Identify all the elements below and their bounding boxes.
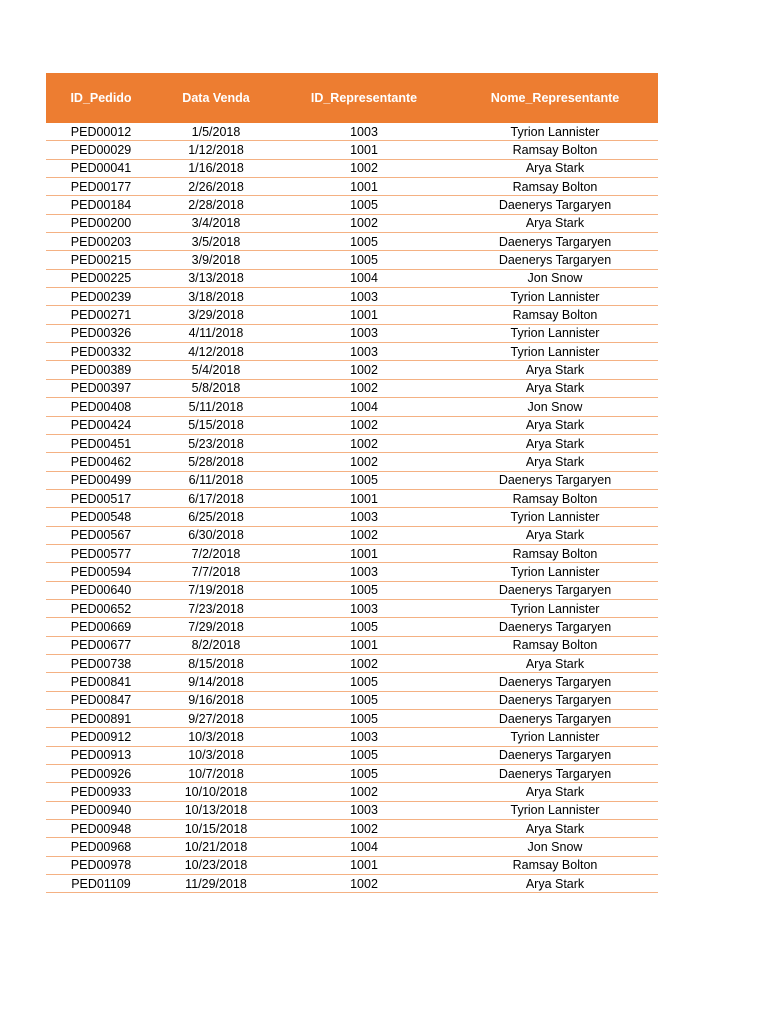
cell-id-pedido: PED00652 xyxy=(70,601,132,616)
table-row xyxy=(46,361,658,379)
cell-id-pedido: PED00841 xyxy=(70,674,132,689)
cell-data-venda: 1/5/2018 xyxy=(191,124,241,139)
cell-nome-representante: Daenerys Targaryen xyxy=(498,766,612,781)
cell-data-venda: 3/18/2018 xyxy=(188,289,244,304)
cell-id-pedido: PED00389 xyxy=(70,363,132,378)
cell-data-venda: 1/12/2018 xyxy=(188,143,244,158)
cell-id-pedido: PED00577 xyxy=(70,546,132,561)
cell-id-pedido: PED00041 xyxy=(70,161,132,176)
cell-data-venda: 10/3/2018 xyxy=(188,748,244,763)
table-row xyxy=(46,178,658,196)
table-row xyxy=(46,765,658,783)
table-row xyxy=(46,435,658,453)
table-row xyxy=(46,582,658,600)
cell-nome-representante: Tyrion Lannister xyxy=(510,289,600,304)
table-row xyxy=(46,251,658,269)
cell-nome-representante: Tyrion Lannister xyxy=(510,601,600,616)
cell-id-representante: 1005 xyxy=(350,583,378,598)
cell-nome-representante: Daenerys Targaryen xyxy=(498,583,612,598)
cell-data-venda: 9/14/2018 xyxy=(188,674,244,689)
cell-data-venda: 4/11/2018 xyxy=(188,326,244,341)
table-row xyxy=(46,563,658,581)
table-row xyxy=(46,692,658,710)
cell-id-pedido: PED00451 xyxy=(70,436,132,451)
cell-id-pedido: PED00424 xyxy=(70,418,132,433)
cell-data-venda: 1/16/2018 xyxy=(188,161,244,176)
cell-id-pedido: PED00408 xyxy=(70,399,132,414)
cell-nome-representante: Arya Stark xyxy=(525,418,585,433)
table-row xyxy=(46,215,658,233)
cell-nome-representante: Ramsay Bolton xyxy=(512,546,598,561)
cell-data-venda: 5/4/2018 xyxy=(191,363,241,378)
table-row xyxy=(46,637,658,655)
cell-id-representante: 1002 xyxy=(350,528,378,543)
cell-nome-representante: Arya Stark xyxy=(525,528,585,543)
cell-id-representante: 1005 xyxy=(350,674,378,689)
cell-data-venda: 10/7/2018 xyxy=(188,766,244,781)
cell-id-representante: 1002 xyxy=(350,216,378,231)
cell-nome-representante: Daenerys Targaryen xyxy=(498,674,612,689)
cell-id-pedido: PED00948 xyxy=(70,821,132,836)
cell-id-pedido: PED00847 xyxy=(70,693,132,708)
cell-id-representante: 1002 xyxy=(350,436,378,451)
cell-data-venda: 4/12/2018 xyxy=(188,344,244,359)
cell-data-venda: 10/10/2018 xyxy=(184,785,248,800)
cell-id-representante: 1003 xyxy=(350,289,378,304)
cell-id-pedido: PED01109 xyxy=(71,876,131,891)
cell-data-venda: 10/15/2018 xyxy=(184,821,248,836)
cell-id-representante: 1005 xyxy=(350,473,378,488)
cell-nome-representante: Arya Stark xyxy=(525,436,585,451)
cell-data-venda: 3/13/2018 xyxy=(188,271,244,286)
table-row xyxy=(46,857,658,875)
cell-nome-representante: Tyrion Lannister xyxy=(510,564,600,579)
cell-id-representante: 1002 xyxy=(350,821,378,836)
cell-data-venda: 2/26/2018 xyxy=(188,179,244,194)
cell-id-representante: 1002 xyxy=(350,656,378,671)
cell-id-pedido: PED00271 xyxy=(70,308,132,323)
column-header-nome-representante: Nome_Representante xyxy=(490,91,620,105)
table-row xyxy=(46,270,658,288)
cell-id-pedido: PED00184 xyxy=(70,198,132,213)
cell-id-pedido: PED00332 xyxy=(70,344,132,359)
cell-id-pedido: PED00499 xyxy=(70,473,132,488)
cell-id-pedido: PED00933 xyxy=(70,785,132,800)
cell-nome-representante: Tyrion Lannister xyxy=(510,730,600,745)
cell-data-venda: 7/23/2018 xyxy=(188,601,244,616)
cell-id-pedido: PED00912 xyxy=(70,730,132,745)
cell-id-representante: 1001 xyxy=(350,546,378,561)
table-row xyxy=(46,196,658,214)
cell-id-representante: 1003 xyxy=(350,124,378,139)
cell-id-pedido: PED00567 xyxy=(70,528,132,543)
table-row xyxy=(46,673,658,691)
cell-id-representante: 1001 xyxy=(350,308,378,323)
table-row xyxy=(46,728,658,746)
cell-data-venda: 11/29/2018 xyxy=(185,876,247,891)
table-row xyxy=(46,398,658,416)
cell-id-representante: 1003 xyxy=(350,601,378,616)
table-row xyxy=(46,527,658,545)
cell-id-representante: 1004 xyxy=(350,840,378,855)
cell-data-venda: 5/23/2018 xyxy=(188,436,244,451)
cell-id-representante: 1002 xyxy=(350,876,378,891)
cell-data-venda: 8/2/2018 xyxy=(191,638,241,653)
cell-nome-representante: Ramsay Bolton xyxy=(512,179,598,194)
cell-id-representante: 1005 xyxy=(350,619,378,634)
cell-id-representante: 1002 xyxy=(350,418,378,433)
cell-id-representante: 1005 xyxy=(350,766,378,781)
cell-id-representante: 1005 xyxy=(350,253,378,268)
cell-id-representante: 1002 xyxy=(350,785,378,800)
cell-data-venda: 2/28/2018 xyxy=(188,198,244,213)
cell-nome-representante: Arya Stark xyxy=(525,876,585,891)
cell-id-representante: 1003 xyxy=(350,326,378,341)
cell-id-pedido: PED00677 xyxy=(70,638,132,653)
cell-id-pedido: PED00978 xyxy=(70,858,132,873)
cell-id-pedido: PED00594 xyxy=(70,564,132,579)
cell-id-pedido: PED00215 xyxy=(70,253,132,268)
cell-nome-representante: Arya Stark xyxy=(525,363,585,378)
cell-id-pedido: PED00913 xyxy=(70,748,132,763)
column-header-data-venda: Data Venda xyxy=(182,91,250,105)
sales-table xyxy=(46,73,658,893)
cell-id-representante: 1002 xyxy=(350,161,378,176)
table-row xyxy=(46,472,658,490)
cell-nome-representante: Arya Stark xyxy=(525,656,585,671)
cell-id-representante: 1005 xyxy=(350,711,378,726)
cell-id-pedido: PED00940 xyxy=(70,803,132,818)
cell-id-representante: 1001 xyxy=(350,638,378,653)
cell-id-pedido: PED00012 xyxy=(70,124,132,139)
table-row xyxy=(46,875,658,893)
table-row xyxy=(46,380,658,398)
cell-id-pedido: PED00225 xyxy=(70,271,132,286)
cell-nome-representante: Daenerys Targaryen xyxy=(498,234,612,249)
cell-data-venda: 7/2/2018 xyxy=(191,546,241,561)
cell-nome-representante: Ramsay Bolton xyxy=(512,858,598,873)
cell-data-venda: 3/4/2018 xyxy=(191,216,241,231)
cell-data-venda: 3/9/2018 xyxy=(191,253,241,268)
cell-id-pedido: PED00462 xyxy=(70,454,132,469)
table-row xyxy=(46,545,658,563)
cell-id-pedido: PED00891 xyxy=(70,711,132,726)
table-row xyxy=(46,233,658,251)
cell-nome-representante: Tyrion Lannister xyxy=(510,124,600,139)
cell-id-pedido: PED00239 xyxy=(70,289,132,304)
cell-nome-representante: Tyrion Lannister xyxy=(510,326,600,341)
cell-id-representante: 1001 xyxy=(350,143,378,158)
cell-data-venda: 3/5/2018 xyxy=(191,234,241,249)
cell-data-venda: 9/16/2018 xyxy=(188,693,244,708)
cell-data-venda: 5/28/2018 xyxy=(188,454,244,469)
cell-data-venda: 6/17/2018 xyxy=(188,491,244,506)
table-header xyxy=(46,73,658,123)
cell-id-pedido: PED00177 xyxy=(70,179,132,194)
table-row xyxy=(46,747,658,765)
table-body xyxy=(46,123,658,893)
cell-data-venda: 10/23/2018 xyxy=(184,858,248,873)
cell-nome-representante: Daenerys Targaryen xyxy=(498,473,612,488)
cell-data-venda: 8/15/2018 xyxy=(188,656,244,671)
cell-data-venda: 7/7/2018 xyxy=(191,564,241,579)
table-row xyxy=(46,508,658,526)
cell-id-pedido: PED00640 xyxy=(70,583,132,598)
cell-data-venda: 5/8/2018 xyxy=(191,381,241,396)
cell-nome-representante: Arya Stark xyxy=(525,216,585,231)
cell-data-venda: 3/29/2018 xyxy=(188,308,244,323)
cell-data-venda: 6/30/2018 xyxy=(188,528,244,543)
cell-id-representante: 1004 xyxy=(350,399,378,414)
cell-id-pedido: PED00029 xyxy=(70,143,132,158)
cell-nome-representante: Arya Stark xyxy=(525,821,585,836)
cell-id-pedido: PED00548 xyxy=(70,509,132,524)
cell-data-venda: 5/15/2018 xyxy=(188,418,244,433)
cell-data-venda: 10/13/2018 xyxy=(184,803,248,818)
cell-id-representante: 1005 xyxy=(350,748,378,763)
column-header-id-pedido: ID_Pedido xyxy=(70,91,132,105)
cell-id-representante: 1002 xyxy=(350,381,378,396)
cell-id-representante: 1005 xyxy=(350,234,378,249)
cell-nome-representante: Jon Snow xyxy=(527,399,583,414)
table-row xyxy=(46,123,658,141)
cell-nome-representante: Arya Stark xyxy=(525,381,585,396)
table-row xyxy=(46,325,658,343)
cell-id-representante: 1001 xyxy=(350,179,378,194)
cell-nome-representante: Ramsay Bolton xyxy=(512,491,598,506)
cell-nome-representante: Jon Snow xyxy=(527,271,583,286)
cell-id-representante: 1003 xyxy=(350,803,378,818)
cell-id-pedido: PED00200 xyxy=(70,216,132,231)
cell-data-venda: 6/11/2018 xyxy=(188,473,244,488)
table-row xyxy=(46,783,658,801)
cell-data-venda: 5/11/2018 xyxy=(188,399,244,414)
cell-id-pedido: PED00738 xyxy=(70,656,132,671)
cell-nome-representante: Jon Snow xyxy=(527,840,583,855)
table-row xyxy=(46,453,658,471)
cell-nome-representante: Daenerys Targaryen xyxy=(498,711,612,726)
cell-nome-representante: Daenerys Targaryen xyxy=(498,619,612,634)
cell-id-pedido: PED00203 xyxy=(70,234,132,249)
table-row xyxy=(46,490,658,508)
cell-id-representante: 1003 xyxy=(350,564,378,579)
cell-id-pedido: PED00669 xyxy=(70,619,132,634)
table-row xyxy=(46,141,658,159)
cell-data-venda: 6/25/2018 xyxy=(188,509,244,524)
table-row xyxy=(46,710,658,728)
cell-nome-representante: Daenerys Targaryen xyxy=(498,748,612,763)
cell-nome-representante: Daenerys Targaryen xyxy=(498,198,612,213)
table-row xyxy=(46,343,658,361)
cell-nome-representante: Arya Stark xyxy=(525,785,585,800)
cell-nome-representante: Daenerys Targaryen xyxy=(498,693,612,708)
cell-id-pedido: PED00517 xyxy=(70,491,132,506)
cell-nome-representante: Daenerys Targaryen xyxy=(498,253,612,268)
cell-id-representante: 1003 xyxy=(350,509,378,524)
cell-nome-representante: Arya Stark xyxy=(525,454,585,469)
cell-nome-representante: Tyrion Lannister xyxy=(510,509,600,524)
cell-id-representante: 1003 xyxy=(350,730,378,745)
table-row xyxy=(46,306,658,324)
cell-id-pedido: PED00968 xyxy=(70,840,132,855)
cell-data-venda: 10/3/2018 xyxy=(188,730,244,745)
cell-id-representante: 1003 xyxy=(350,344,378,359)
table-row xyxy=(46,600,658,618)
cell-nome-representante: Ramsay Bolton xyxy=(512,143,598,158)
cell-nome-representante: Tyrion Lannister xyxy=(510,344,600,359)
table-row xyxy=(46,417,658,435)
table-row xyxy=(46,838,658,856)
cell-id-representante: 1002 xyxy=(350,363,378,378)
cell-nome-representante: Ramsay Bolton xyxy=(512,308,598,323)
table-row xyxy=(46,655,658,673)
cell-id-pedido: PED00926 xyxy=(70,766,132,781)
column-header-id-representante: ID_Representante xyxy=(310,91,418,105)
cell-id-representante: 1001 xyxy=(350,491,378,506)
cell-nome-representante: Arya Stark xyxy=(525,161,585,176)
cell-id-pedido: PED00397 xyxy=(70,381,132,396)
cell-id-representante: 1005 xyxy=(350,198,378,213)
cell-id-representante: 1004 xyxy=(350,271,378,286)
table-row xyxy=(46,802,658,820)
cell-data-venda: 10/21/2018 xyxy=(184,840,248,855)
cell-id-representante: 1001 xyxy=(350,858,378,873)
cell-data-venda: 9/27/2018 xyxy=(188,711,244,726)
cell-id-representante: 1002 xyxy=(350,454,378,469)
cell-id-pedido: PED00326 xyxy=(70,326,132,341)
table-row xyxy=(46,618,658,636)
cell-id-representante: 1005 xyxy=(350,693,378,708)
cell-nome-representante: Ramsay Bolton xyxy=(512,638,598,653)
cell-data-venda: 7/29/2018 xyxy=(188,619,244,634)
table-row xyxy=(46,160,658,178)
cell-data-venda: 7/19/2018 xyxy=(188,583,244,598)
table-row xyxy=(46,288,658,306)
cell-nome-representante: Tyrion Lannister xyxy=(510,803,600,818)
table-row xyxy=(46,820,658,838)
